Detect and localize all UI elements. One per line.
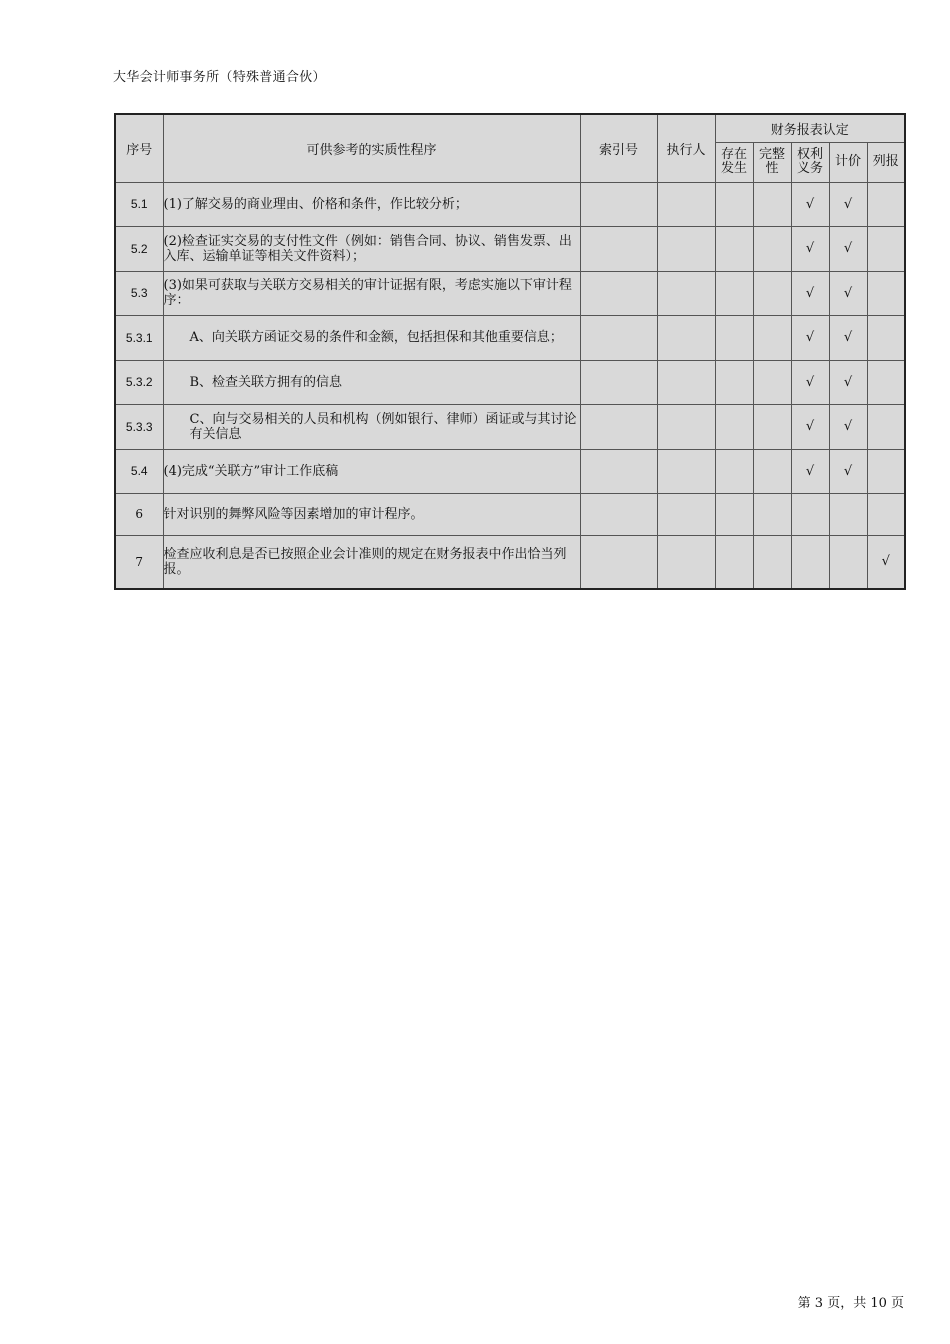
check-completeness bbox=[753, 226, 791, 271]
check-completeness bbox=[753, 493, 791, 535]
row-procedure: A、向关联方函证交易的条件和金额，包括担保和其他重要信息； bbox=[163, 315, 580, 360]
row-index-no bbox=[580, 535, 657, 589]
table-row bbox=[115, 271, 905, 315]
header-seq-no: 序号 bbox=[115, 114, 163, 182]
check-existence bbox=[715, 182, 753, 226]
check-rights: √ bbox=[791, 449, 829, 493]
row-seq-no: 5.1 bbox=[115, 182, 163, 226]
row-executor bbox=[657, 315, 715, 360]
check-existence bbox=[715, 493, 753, 535]
check-valuation: √ bbox=[829, 182, 867, 226]
row-seq-no: 5.3.3 bbox=[115, 404, 163, 449]
row-index-no bbox=[580, 449, 657, 493]
check-valuation: √ bbox=[829, 449, 867, 493]
check-existence bbox=[715, 226, 753, 271]
check-rights: √ bbox=[791, 360, 829, 404]
row-index-no bbox=[580, 404, 657, 449]
check-rights: √ bbox=[791, 271, 829, 315]
row-procedure: B、检查关联方拥有的信息 bbox=[163, 360, 580, 404]
row-index-no bbox=[580, 271, 657, 315]
row-seq-no: 5.3.1 bbox=[115, 315, 163, 360]
check-valuation: √ bbox=[829, 271, 867, 315]
check-rights: √ bbox=[791, 315, 829, 360]
row-executor bbox=[657, 271, 715, 315]
row-index-no bbox=[580, 226, 657, 271]
check-presentation bbox=[867, 360, 905, 404]
check-completeness bbox=[753, 182, 791, 226]
check-existence bbox=[715, 315, 753, 360]
check-presentation bbox=[867, 493, 905, 535]
check-presentation bbox=[867, 271, 905, 315]
check-completeness bbox=[753, 404, 791, 449]
check-valuation bbox=[829, 535, 867, 589]
firm-name: 大华会计师事务所（特殊普通合伙） bbox=[113, 70, 326, 85]
row-executor bbox=[657, 535, 715, 589]
row-index-no bbox=[580, 182, 657, 226]
check-completeness bbox=[753, 271, 791, 315]
procedure-table bbox=[114, 113, 906, 590]
check-rights: √ bbox=[791, 182, 829, 226]
check-presentation bbox=[867, 182, 905, 226]
row-procedure: 检查应收利息是否已按照企业会计准则的规定在财务报表中作出恰当列报。 bbox=[163, 535, 580, 589]
check-rights bbox=[791, 535, 829, 589]
check-valuation: √ bbox=[829, 404, 867, 449]
row-executor bbox=[657, 449, 715, 493]
table-row bbox=[115, 315, 905, 360]
check-presentation bbox=[867, 226, 905, 271]
check-valuation: √ bbox=[829, 315, 867, 360]
table-row bbox=[115, 535, 905, 589]
check-existence bbox=[715, 535, 753, 589]
row-seq-no: 5.4 bbox=[115, 449, 163, 493]
row-procedure: 针对识别的舞弊风险等因素增加的审计程序。 bbox=[163, 493, 580, 535]
check-valuation bbox=[829, 493, 867, 535]
header-assertion-valuation: 计价 bbox=[829, 142, 867, 182]
row-procedure: (3)如果可获取与关联方交易相关的审计证据有限，考虑实施以下审计程序： bbox=[163, 271, 580, 315]
header-assertion-existence: 存在 发生 bbox=[715, 142, 753, 182]
table-row bbox=[115, 226, 905, 271]
header-procedure: 可供参考的实质性程序 bbox=[163, 114, 580, 182]
row-executor bbox=[657, 493, 715, 535]
check-presentation bbox=[867, 449, 905, 493]
check-rights: √ bbox=[791, 404, 829, 449]
check-rights bbox=[791, 493, 829, 535]
row-index-no bbox=[580, 493, 657, 535]
row-procedure: (2)检查证实交易的支付性文件（例如：销售合同、协议、销售发票、出入库、运输单证等相关文件资料）； bbox=[163, 226, 580, 271]
header-assertion-group: 财务报表认定 bbox=[715, 114, 905, 142]
page-number: 第 3 页，共 10 页 bbox=[797, 1296, 904, 1311]
check-rights: √ bbox=[791, 226, 829, 271]
table-row bbox=[115, 449, 905, 493]
row-index-no bbox=[580, 360, 657, 404]
row-procedure: (1)了解交易的商业理由、价格和条件，作比较分析； bbox=[163, 182, 580, 226]
check-existence bbox=[715, 271, 753, 315]
check-existence bbox=[715, 404, 753, 449]
check-presentation bbox=[867, 404, 905, 449]
table-row bbox=[115, 360, 905, 404]
row-seq-no: 5.3.2 bbox=[115, 360, 163, 404]
header-assertion-presentation: 列报 bbox=[867, 142, 905, 182]
row-seq-no: 7 bbox=[115, 535, 163, 589]
row-procedure: (4)完成“关联方”审计工作底稿 bbox=[163, 449, 580, 493]
check-valuation: √ bbox=[829, 360, 867, 404]
header-assertion-rights: 权利 义务 bbox=[791, 142, 829, 182]
row-seq-no: 5.2 bbox=[115, 226, 163, 271]
row-executor bbox=[657, 404, 715, 449]
check-completeness bbox=[753, 315, 791, 360]
check-completeness bbox=[753, 449, 791, 493]
check-valuation: √ bbox=[829, 226, 867, 271]
check-completeness bbox=[753, 360, 791, 404]
row-executor bbox=[657, 360, 715, 404]
row-index-no bbox=[580, 315, 657, 360]
header-index-no: 索引号 bbox=[580, 114, 657, 182]
row-seq-no: 6 bbox=[115, 493, 163, 535]
check-existence bbox=[715, 360, 753, 404]
table-row bbox=[115, 404, 905, 449]
header-executor: 执行人 bbox=[657, 114, 715, 182]
check-presentation bbox=[867, 315, 905, 360]
table-row bbox=[115, 493, 905, 535]
check-presentation: √ bbox=[867, 535, 905, 589]
row-executor bbox=[657, 182, 715, 226]
check-existence bbox=[715, 449, 753, 493]
row-procedure: C、向与交易相关的人员和机构（例如银行、律师）函证或与其讨论有关信息 bbox=[163, 404, 580, 449]
check-completeness bbox=[753, 535, 791, 589]
header-assertion-completeness: 完整 性 bbox=[753, 142, 791, 182]
table-row bbox=[115, 182, 905, 226]
row-executor bbox=[657, 226, 715, 271]
row-seq-no: 5.3 bbox=[115, 271, 163, 315]
